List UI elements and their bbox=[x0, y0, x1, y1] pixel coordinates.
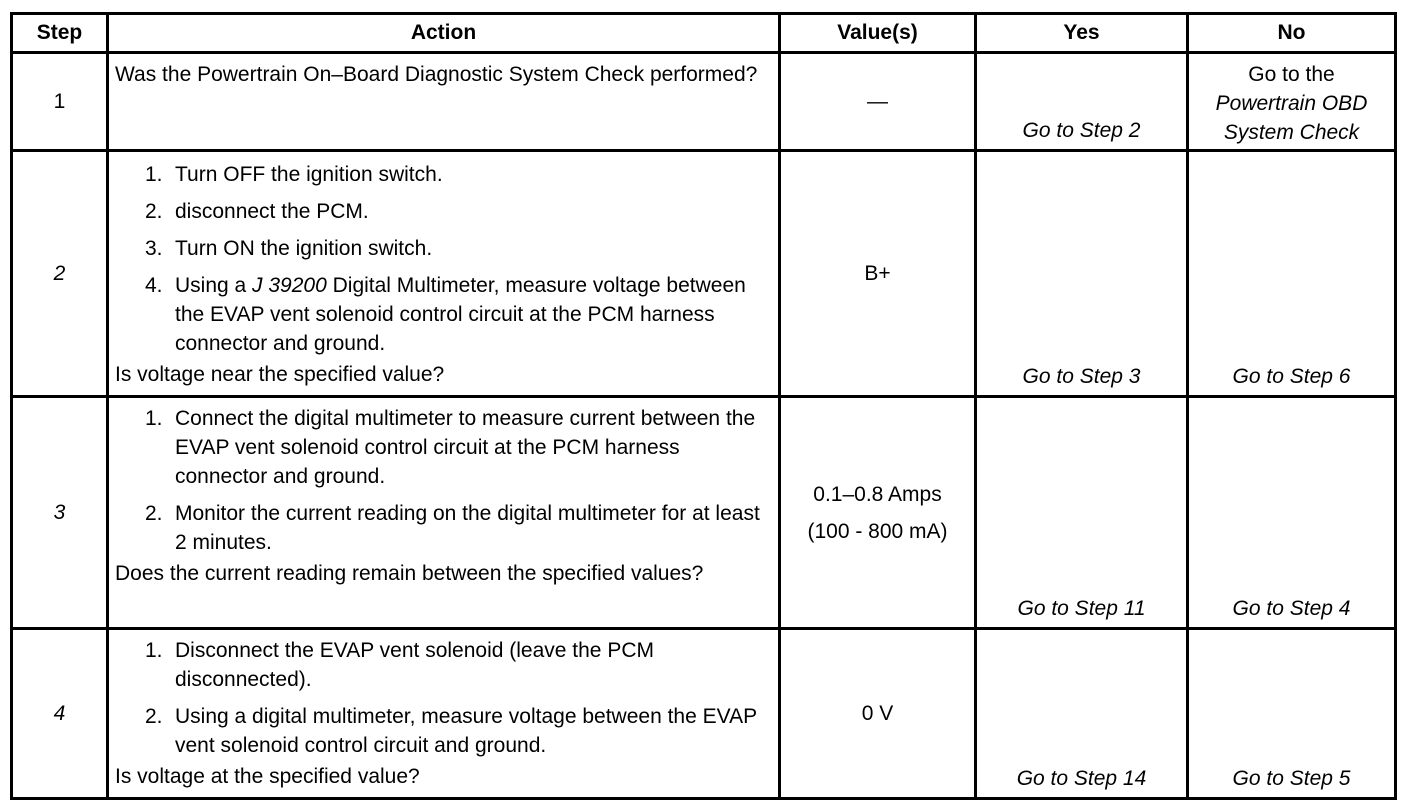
table-row bbox=[12, 629, 1396, 799]
action-steps-list bbox=[115, 160, 772, 358]
list-item: 1. Turn OFF the ignition switch. bbox=[145, 163, 443, 186]
step-number: 4 bbox=[12, 629, 108, 799]
list-item: 1. Disconnect the EVAP vent solenoid (leave the PCM disconnected). bbox=[145, 639, 654, 691]
diagnostic-table bbox=[10, 12, 1397, 800]
list-item: 4. Using a J 39200 Digital Multimeter, measure voltage between the EVAP vent solenoid control circuit at the PCM harness connector and ground. bbox=[145, 274, 746, 355]
no-cell bbox=[1188, 53, 1396, 151]
action-cell bbox=[108, 53, 780, 151]
no-cell: Go to Step 5 bbox=[1188, 629, 1396, 799]
header-yes: Yes bbox=[976, 14, 1188, 53]
table-row bbox=[12, 397, 1396, 629]
yes-cell: Go to Step 2 bbox=[976, 53, 1188, 151]
diagnostic-table-container bbox=[10, 12, 1397, 800]
tool-number: J 39200 bbox=[252, 274, 327, 297]
header-action: Action bbox=[108, 14, 780, 53]
header-no: No bbox=[1188, 14, 1396, 53]
yes-cell: Go to Step 3 bbox=[976, 151, 1188, 397]
list-item: 3. Turn ON the ignition switch. bbox=[145, 237, 433, 260]
yes-cell: Go to Step 14 bbox=[976, 629, 1188, 799]
list-item: 2. Using a digital multimeter, measure voltage between the EVAP vent solenoid control circuit and ground. bbox=[145, 705, 757, 757]
header-row bbox=[12, 14, 1396, 53]
value-cell: 0 V bbox=[780, 629, 976, 799]
value-line-2: (100 - 800 mA) bbox=[807, 519, 948, 543]
table-row bbox=[12, 151, 1396, 397]
action-steps-list bbox=[115, 404, 772, 557]
list-item: 2. Monitor the current reading on the digital multimeter for at least 2 minutes. bbox=[145, 502, 760, 554]
header-values: Value(s) bbox=[780, 14, 976, 53]
step-number: 3 bbox=[12, 397, 108, 629]
no-line-1: Go to the bbox=[1248, 63, 1335, 86]
action-cell bbox=[108, 397, 780, 629]
no-cell: Go to Step 6 bbox=[1188, 151, 1396, 397]
value-cell bbox=[780, 397, 976, 629]
table-row bbox=[12, 53, 1396, 151]
no-line-2: Powertrain OBD System Check bbox=[1215, 92, 1368, 144]
value-cell: B+ bbox=[780, 151, 976, 397]
action-question: Does the current reading remain between the specified values? bbox=[115, 562, 704, 585]
yes-cell: Go to Step 11 bbox=[976, 397, 1188, 629]
no-cell: Go to Step 4 bbox=[1188, 397, 1396, 629]
value-cell: — bbox=[780, 53, 976, 151]
action-cell bbox=[108, 151, 780, 397]
value-line-1: 0.1–0.8 Amps bbox=[813, 482, 942, 506]
action-steps-list bbox=[115, 636, 772, 760]
header-step: Step bbox=[12, 14, 108, 53]
action-question: Is voltage near the specified value? bbox=[115, 363, 445, 386]
step-number: 1 bbox=[12, 53, 108, 151]
action-question: Is voltage at the specified value? bbox=[115, 765, 420, 788]
list-item: 1. Connect the digital multimeter to measure current between the EVAP vent solenoid control circuit at the PCM harness connector and ground. bbox=[145, 407, 756, 488]
action-question: Was the Powertrain On–Board Diagnostic System Check performed? bbox=[115, 63, 758, 86]
action-cell bbox=[108, 629, 780, 799]
list-item: 2. disconnect the PCM. bbox=[145, 200, 369, 223]
step-number: 2 bbox=[12, 151, 108, 397]
